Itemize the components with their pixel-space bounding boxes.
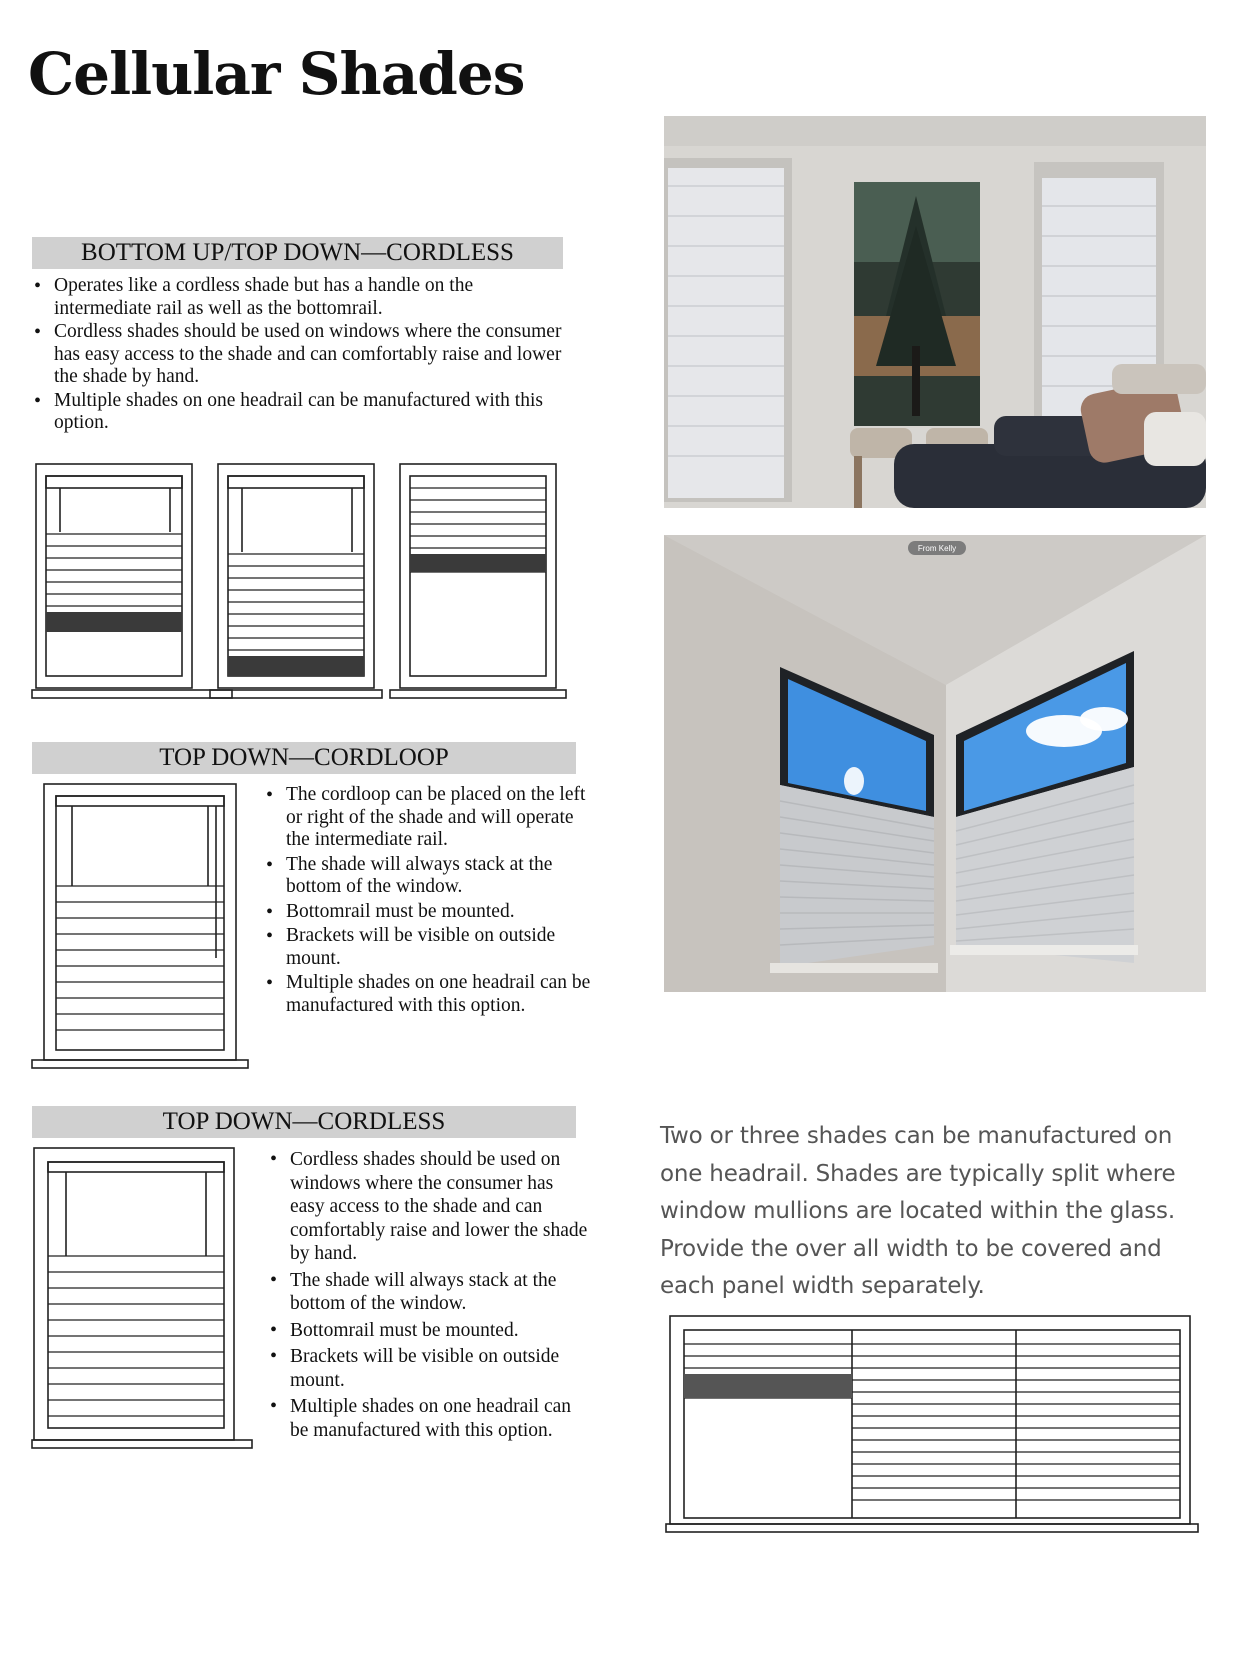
bullet-item: • Bottomrail must be mounted.	[264, 901, 594, 924]
bullet-item: • Operates like a cordless shade but has a handle on the intermediate rail as well as the bottomrail.	[32, 275, 562, 320]
bullet-item: • The shade will always stack at the bottom of the window.	[268, 1269, 588, 1316]
bullet-item: • Multiple shades on one headrail can be manufactured with this option.	[264, 972, 594, 1017]
multi-shade-paragraph: Two or three shades can be manufactured on one headrail. Shades are typically split where window mullions are located within the glass. Provide the over all width to be covered and each panel width separately.	[660, 1123, 1176, 1299]
bullet-list-top-down-cordless	[268, 1148, 588, 1445]
bullet-item: • The cordloop can be placed on the left or right of the shade and will operate the intermediate rail.	[264, 784, 594, 852]
diagram-bottom-up-top-down-shades	[30, 462, 570, 702]
bullet-item: • Cordless shades should be used on windows where the consumer has easy access to the shade and can comfortably raise and lower the shade by hand.	[268, 1148, 588, 1266]
corner-windows-photo	[664, 535, 1206, 992]
bullet-item: • Multiple shades on one headrail can be manufactured with this option.	[32, 390, 562, 435]
section-heading-top-down-cordloop: TOP DOWN—CORDLOOP	[32, 742, 576, 774]
section-heading-top-down-cordless: TOP DOWN—CORDLESS	[32, 1106, 576, 1138]
bullet-list-bottom-up-top-down	[32, 275, 562, 436]
bullet-item: • Brackets will be visible on outside mount.	[264, 925, 594, 970]
bullet-list-top-down-cordloop	[264, 784, 594, 1019]
bullet-item: • Multiple shades on one headrail can be manufactured with this option.	[268, 1395, 588, 1442]
bullet-item: • The shade will always stack at the bottom of the window.	[264, 854, 594, 899]
page-title: Cellular Shades	[28, 40, 525, 108]
diagram-three-panel-headrail	[664, 1314, 1204, 1536]
living-room-photo	[664, 116, 1206, 508]
diagram-top-down-cordloop-shade	[30, 782, 252, 1072]
bullet-item: • Brackets will be visible on outside mount.	[268, 1345, 588, 1392]
bullet-item: • Cordless shades should be used on windows where the consumer has easy access to the shade and can comfortably raise and lower the shade by hand.	[32, 321, 562, 389]
section-heading-bottom-up-top-down-cordless: BOTTOM UP/TOP DOWN—CORDLESS	[32, 237, 563, 269]
bullet-item: • Bottomrail must be mounted.	[268, 1319, 588, 1343]
photo-badge: From Kelly	[917, 544, 957, 553]
diagram-top-down-cordless-shade	[30, 1146, 256, 1452]
